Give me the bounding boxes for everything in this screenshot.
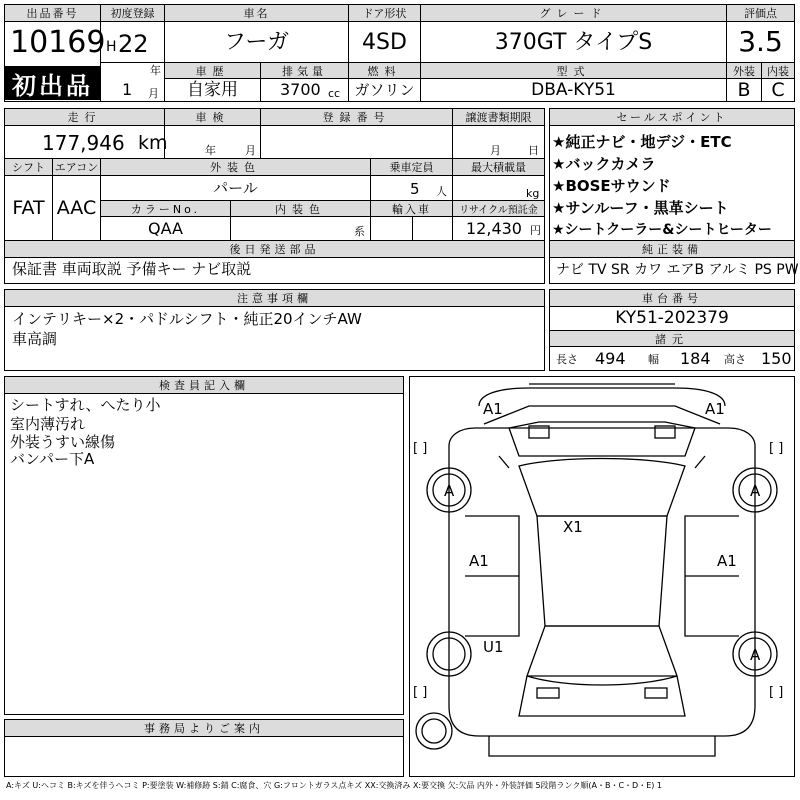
aircon-value: AAC (56, 196, 97, 219)
recycle-header: リサイクル預託金 (453, 201, 544, 216)
windshield (519, 459, 685, 517)
score-value: 3.5 (738, 25, 783, 58)
doc-day-unit: 日 (528, 144, 539, 157)
spec-height-label: 高さ (724, 353, 746, 366)
month: 1 (122, 80, 133, 99)
capacity-unit: 人 (436, 185, 447, 198)
selling-point-item: ★サンルーフ・黒革シート (552, 199, 729, 217)
inspector-note: 外装うすい線傷 (10, 433, 116, 451)
std-equipment-value: ナビ TV SR カワ エアB アルミ PS PW (556, 262, 799, 278)
notes-line-1: インテリキー×2・パドルシフト・純正20インチAW (12, 310, 362, 328)
body-outline (449, 428, 755, 736)
history-header: 車歴 (165, 63, 260, 78)
chassis-number: KY51-202379 (615, 308, 729, 328)
ext-color-header: 外装色 (101, 159, 370, 175)
notes-line-2: 車高調 (12, 330, 58, 348)
office-header: 事務局よりご案内 (5, 720, 403, 736)
mileage-value: 177,946 (42, 131, 125, 155)
spec-height-value: 150 (761, 349, 792, 368)
recycle-fee: 12,430 (466, 219, 522, 238)
selling-point-item: ★BOSEサウンド (552, 177, 671, 195)
spec-width-value: 184 (680, 349, 711, 368)
interior-grade: C (771, 78, 785, 101)
rear-bumper (489, 736, 715, 756)
mark-wheel-rl: U1 (483, 638, 504, 656)
exterior-header: 外装 (727, 63, 761, 78)
color-no-header: カラーNo. (101, 201, 230, 216)
grade-value: 370GT タイプS (494, 30, 653, 55)
bracket-right-rear: [ ] (769, 685, 784, 700)
doc-month-unit: 月 (490, 144, 501, 157)
month-unit: 月 (148, 87, 159, 100)
yen-unit: 円 (530, 224, 541, 237)
door-header: ドア形状 (349, 5, 420, 21)
taillight-left (537, 688, 559, 698)
inspector-note: バンパー下A (10, 450, 95, 468)
lot-number: 10169 (10, 25, 106, 60)
year-unit: 年 (150, 64, 161, 77)
spare-tire-rim (422, 719, 446, 743)
model-code-header: 型式 (421, 63, 726, 78)
front-bumper-outline (479, 388, 725, 406)
mark-wheel-fl: A (444, 482, 455, 500)
spec-length-label: 長さ (556, 353, 578, 366)
bonnet-edge (484, 406, 720, 424)
displacement-header: 排気量 (261, 63, 348, 78)
trunk (519, 676, 685, 716)
lot-number-header: 出品番号 (5, 5, 100, 21)
first-reg-header: 初度登録 (101, 5, 164, 21)
shift-value: FAT (12, 196, 45, 219)
first-listing-badge: 初出品 (5, 66, 100, 100)
selling-point-item: ★バックカメラ (552, 155, 656, 173)
transfer-doc-header: 譲渡書類期限 (453, 109, 544, 125)
color-no-value: QAA (148, 218, 183, 238)
fuel-header: 燃料 (349, 63, 420, 78)
specs-header: 諸元 (550, 331, 794, 346)
later-parts-header: 後日発送部品 (5, 241, 544, 257)
car-name: フーガ (224, 30, 289, 55)
later-parts-value: 保証書 車両取説 予備キー ナビ取説 (12, 260, 252, 278)
inspector-header: 検査員記入欄 (5, 377, 403, 393)
notes-header: 注意事項欄 (5, 290, 544, 306)
mark-right-side: A1 (717, 552, 737, 570)
selling-points-header: セールスポイント (550, 109, 794, 125)
mark-front-left: A1 (483, 400, 503, 418)
bracket-right-front: [ ] (769, 441, 784, 456)
km-unit: km (138, 132, 168, 154)
mark-left-side: A1 (469, 552, 489, 570)
inspector-note: シートすれ、へたり小 (10, 396, 161, 414)
cc-unit: cc (328, 87, 341, 100)
inspector-note: 室内薄汚れ (10, 415, 86, 433)
capacity-header: 乗車定員 (371, 159, 452, 175)
mirror-left (499, 456, 509, 468)
grade-header: グレード (421, 5, 726, 21)
selling-point-item: ★純正ナビ・地デジ・ETC (552, 133, 732, 151)
load-unit: kg (526, 187, 540, 200)
model-code-value: DBA-KY51 (531, 79, 616, 100)
door-type: 4SD (362, 30, 407, 55)
mark-front-right: A1 (705, 400, 725, 418)
int-color-unit: 系 (354, 225, 365, 238)
year: 22 (118, 30, 149, 58)
std-equipment-header: 純正装備 (550, 241, 794, 257)
fuel-value: ガソリン (354, 80, 415, 99)
chassis-header: 車台番号 (550, 290, 794, 306)
spec-length-value: 494 (595, 349, 626, 368)
insp-month-unit: 月 (245, 144, 256, 157)
inspection-header: 車検 (165, 109, 260, 125)
car-damage-diagram (409, 376, 795, 777)
bracket-left-front: [ ] (413, 441, 428, 456)
capacity-value: 5 (410, 180, 420, 198)
mark-roof: X1 (563, 518, 583, 536)
selling-point-item: ★シートクーラー&シートヒーター (552, 222, 772, 238)
taillight-right (645, 688, 667, 698)
mark-wheel-fr: A (750, 482, 761, 500)
legend: A:キズ U:ヘコミ B:キズを伴うヘコミ P:要塗装 W:補修跡 S:錆 C:腐食、穴 G:フロントガラス点キズ XX:交換済み X:要交換 欠:欠品 内外・外装評価 5段階ランク順(A・B・C・D・E) 1 (6, 781, 663, 790)
bracket-left-rear: [ ] (413, 685, 428, 700)
score-header: 評価点 (727, 5, 794, 21)
car-name-header: 車名 (165, 5, 348, 21)
spec-width-label: 幅 (648, 353, 659, 366)
shift-header: シフト (5, 159, 52, 175)
int-color-header: 内装色 (231, 201, 370, 216)
max-load-header: 最大積載量 (453, 159, 544, 175)
bonnet (509, 422, 695, 456)
mark-wheel-rr: A (750, 646, 761, 664)
ext-color-value: パール (213, 178, 258, 197)
displacement-value: 3700 (280, 80, 321, 99)
mirror-right (695, 456, 705, 468)
reg-no-header: 登録番号 (261, 109, 452, 125)
insp-year-unit: 年 (205, 144, 216, 157)
exterior-grade: B (737, 78, 751, 101)
interior-header: 内装 (762, 63, 794, 78)
era: H (106, 39, 117, 55)
import-header: 輸入車 (371, 201, 452, 216)
history-value: 自家用 (187, 79, 238, 100)
aircon-header: エアコン (54, 161, 99, 174)
roof (537, 516, 667, 626)
mileage-header: 走行 (5, 109, 164, 125)
